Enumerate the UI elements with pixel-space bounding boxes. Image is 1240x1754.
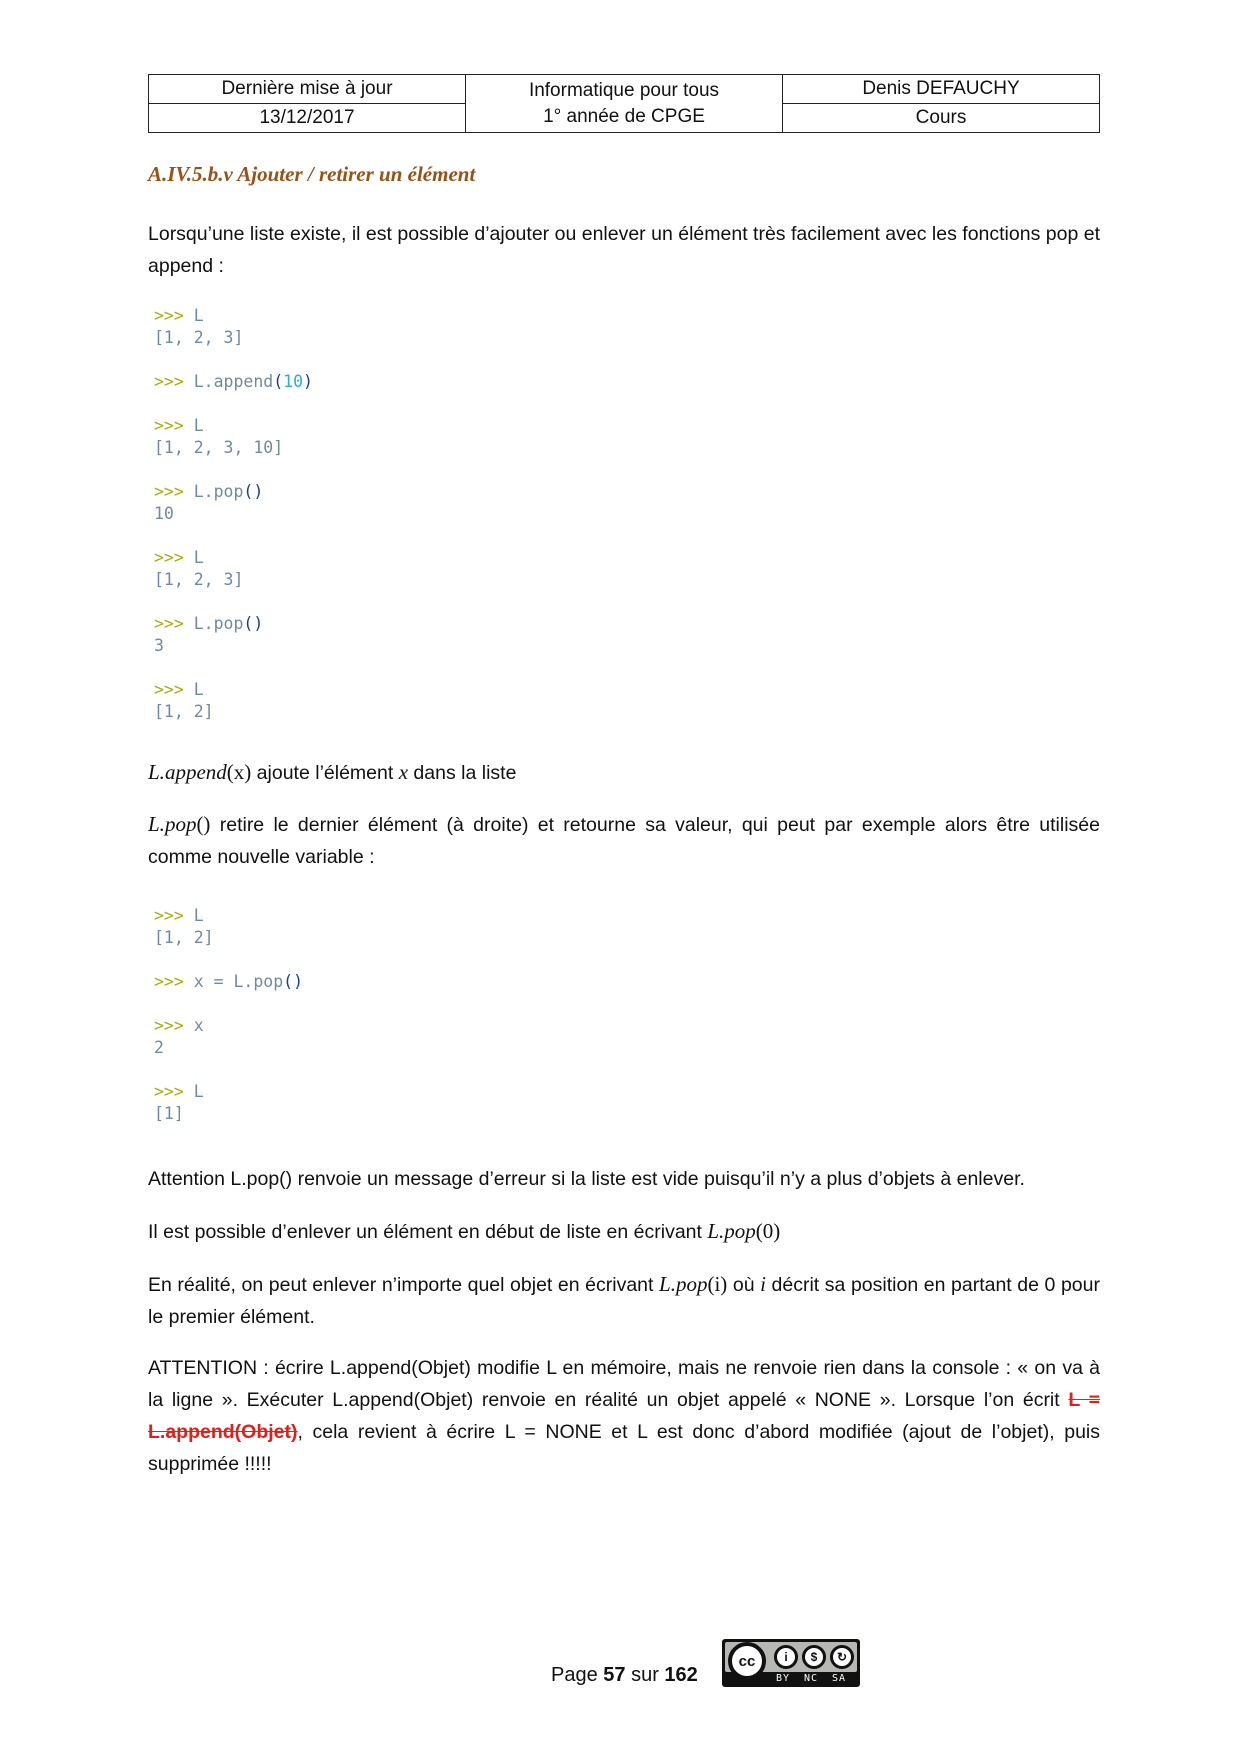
pop-explanation: L.pop() retire le dernier élément (à droite) et retourne sa valeur, qui peut par exemple alors être utilisée comme nouvelle variable : xyxy=(148,812,1100,868)
console-input: L xyxy=(193,906,204,925)
console-entry: >>> x = L.pop() xyxy=(154,972,304,991)
console-output: [1, 2, 3] xyxy=(154,570,244,589)
struck-code: L = L.append(Objet) xyxy=(148,1389,1100,1443)
course-level: 1° année de CPGE xyxy=(543,105,705,127)
cc-by-nc-sa-icon: cc i $ ↻ BY NC SA xyxy=(722,1639,860,1687)
header-table xyxy=(148,74,1100,133)
pop-first-paragraph: Il est possible d’enlever un élément en début de liste en écrivant L.pop(0) xyxy=(148,1219,781,1243)
console-entry: >>> L.pop() 3 xyxy=(154,613,313,657)
prompt: >>> xyxy=(154,548,184,567)
console-input: L xyxy=(193,1082,204,1101)
console-output: 10 xyxy=(154,504,174,523)
prompt: >>> xyxy=(154,306,184,325)
console-block-1 xyxy=(154,305,313,745)
console-entry xyxy=(154,415,313,459)
pop-any-paragraph: En réalité, on peut enlever n’importe quel objet en écrivant L.pop(i) où i décrit sa position en partant de 0 pour le premier élément. xyxy=(148,1272,1100,1328)
prompt: >>> xyxy=(154,416,184,435)
math-expression: L.pop() xyxy=(148,812,211,836)
prompt: >>> xyxy=(154,972,184,991)
console-entry xyxy=(154,679,313,723)
console-entry xyxy=(154,1081,303,1125)
console-input: L.pop xyxy=(193,482,244,501)
console-input: L.append xyxy=(193,372,274,391)
prompt: >>> xyxy=(154,906,184,925)
console-output: 3 xyxy=(154,636,164,655)
console-output: [1, 2] xyxy=(154,928,214,947)
doc-type: Cours xyxy=(915,106,967,128)
last-update-label: Dernière mise à jour xyxy=(149,75,466,104)
prompt: >>> xyxy=(154,1016,184,1035)
console-output: [1, 2, 3] xyxy=(154,328,244,347)
console-output: [1] xyxy=(154,1104,184,1123)
page-number: Page 57 sur 162 xyxy=(551,1664,698,1686)
console-input: L xyxy=(193,306,204,325)
course-cell xyxy=(466,75,783,132)
warning-empty-list: Attention L.pop() renvoie un message d’erreur si la liste est vide puisqu’il n’y a plus d’objets à enlever. xyxy=(148,1168,1025,1190)
console-input: L xyxy=(193,416,204,435)
attention-paragraph: ATTENTION : écrire L.append(Objet) modifie L en mémoire, mais ne renvoie rien dans la console : « on va à la ligne ». Exécuter L.append(Objet) renvoie en réalité un objet appelé « NONE ». Lorsque l’on écrit L = L.append(Objet), cela revient à écrire L = NONE et L est donc d’abord modifiée (ajout de l’objet), puis supprimée !!!!! xyxy=(148,1357,1100,1475)
console-output: [1, 2, 3, 10] xyxy=(154,438,284,457)
prompt: >>> xyxy=(154,614,184,633)
sa-icon: ↻ xyxy=(830,1645,854,1669)
author: Denis DEFAUCHY xyxy=(783,75,1099,104)
console-entry: >>> L.pop() 10 xyxy=(154,481,313,525)
console-output: [1, 2] xyxy=(154,702,214,721)
last-update-date: 13/12/2017 xyxy=(149,104,466,133)
console-block-2 xyxy=(154,905,303,1147)
console-entry xyxy=(154,905,303,949)
cc-icon: cc xyxy=(728,1642,766,1680)
console-entry: >>> L.append(10) xyxy=(154,372,313,391)
console-entry xyxy=(154,305,313,349)
console-input: x = L.pop xyxy=(193,972,284,991)
section-heading: A.IV.5.b.v Ajouter / retirer un élément xyxy=(148,162,476,186)
append-explanation: L.append(x) ajoute l’élément x dans la liste xyxy=(148,760,517,784)
console-input: L xyxy=(193,548,204,567)
console-output: 2 xyxy=(154,1038,164,1057)
prompt: >>> xyxy=(154,482,184,501)
prompt: >>> xyxy=(154,372,184,391)
console-entry xyxy=(154,1015,303,1059)
math-expression: L.append(x) xyxy=(148,760,252,784)
math-expression: L.pop(i) xyxy=(659,1272,728,1296)
course-title: Informatique pour tous xyxy=(528,79,720,101)
console-input: L.pop xyxy=(193,614,244,633)
console-input: x xyxy=(193,1016,204,1035)
prompt: >>> xyxy=(154,1082,184,1101)
math-expression: L.pop(0) xyxy=(707,1219,781,1243)
console-entry xyxy=(154,547,313,591)
console-input: L xyxy=(193,680,204,699)
by-icon: i xyxy=(774,1645,798,1669)
intro-paragraph: Lorsqu’une liste existe, il est possible d’ajouter ou enlever un élément très facilement avec les fonctions pop et append : xyxy=(148,223,1100,277)
prompt: >>> xyxy=(154,680,184,699)
nc-icon: $ xyxy=(802,1645,826,1669)
